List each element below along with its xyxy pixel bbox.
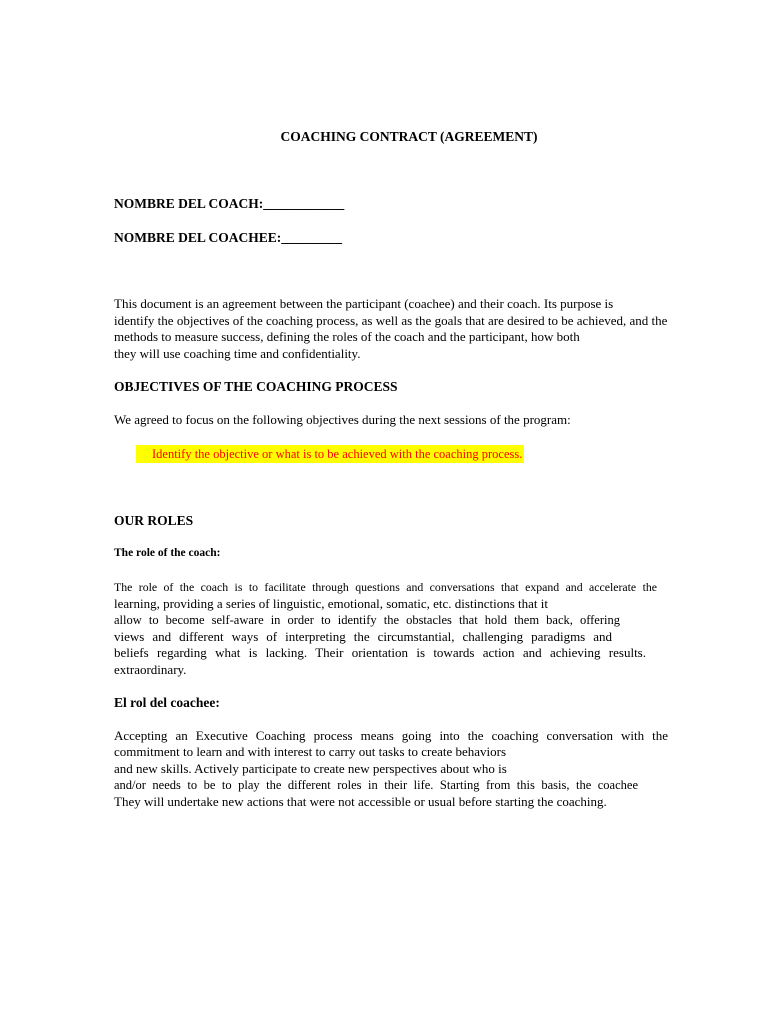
coachee-role-heading: El rol del coachee: bbox=[114, 695, 220, 710]
document-title: COACHING CONTRACT (AGREEMENT) bbox=[280, 129, 538, 144]
coachee-name-field: NOMBRE DEL COACHEE:_________ bbox=[114, 230, 343, 245]
objectives-intro: We agreed to focus on the following objectives during the next sessions of the program: bbox=[114, 412, 571, 427]
coach-role-line: The role of the coach is to facilitate through questions and conversations that expand and accelerate the bbox=[114, 580, 657, 594]
intro-line: identify the objectives of the coaching process, as well as the goals that are desired to be achieved, and the bbox=[114, 313, 668, 328]
coach-role-line: views and different ways of interpreting the circumstantial, challenging paradigms and bbox=[114, 629, 612, 644]
coach-role-line: learning, providing a series of linguistic, emotional, somatic, etc. distinctions that it bbox=[114, 596, 548, 611]
roles-heading: OUR ROLES bbox=[114, 513, 194, 528]
coach-role-line: extraordinary. bbox=[114, 662, 187, 677]
coachee-role-line: commitment to learn and with interest to carry out tasks to create behaviors bbox=[114, 744, 507, 759]
coachee-role-line: They will undertake new actions that were not accessible or usual before starting the coaching. bbox=[114, 794, 607, 809]
objective-list-item bbox=[136, 445, 524, 463]
intro-line: This document is an agreement between the participant (coachee) and their coach. Its purpose is bbox=[114, 296, 614, 311]
coach-name-field: NOMBRE DEL COACH:____________ bbox=[114, 196, 345, 211]
objectives-heading: OBJECTIVES OF THE COACHING PROCESS bbox=[114, 379, 398, 394]
objective-item-text: Identify the objective or what is to be achieved with the coaching process. bbox=[136, 445, 524, 463]
coach-role-line: allow to become self-aware in order to identify the obstacles that hold them back, offering bbox=[114, 613, 620, 627]
intro-line: they will use coaching time and confidentiality. bbox=[114, 346, 361, 361]
coachee-role-line: Accepting an Executive Coaching process means going into the coaching conversation with the bbox=[114, 728, 668, 743]
coachee-role-line: and new skills. Actively participate to create new perspectives about who is bbox=[114, 761, 507, 776]
intro-line: methods to measure success, defining the roles of the coach and the participant, how both bbox=[114, 329, 580, 344]
coach-role-line: beliefs regarding what is lacking. Their orientation is towards action and achieving results. bbox=[114, 645, 646, 660]
coach-role-heading: The role of the coach: bbox=[114, 547, 221, 559]
coachee-role-line: and/or needs to be to play the different roles in their life. Starting from this basis, the coachee bbox=[114, 778, 638, 792]
